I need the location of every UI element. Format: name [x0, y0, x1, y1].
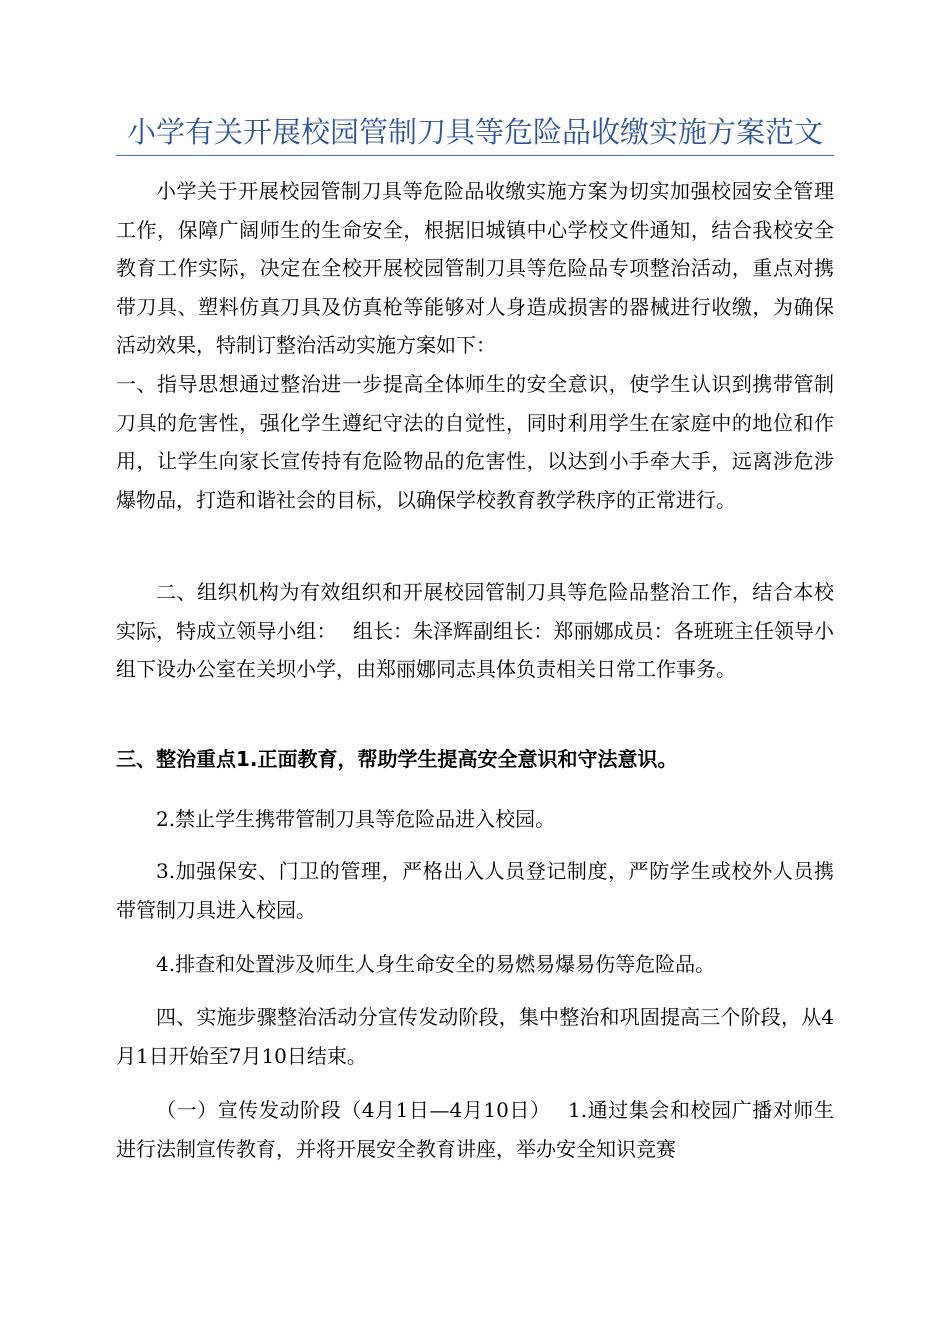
document-title: 小学有关开展校园管制刀具等危险品收缴实施方案范文 — [126, 115, 823, 149]
section-guiding-ideology: 一、指导思想通过整治进一步提高全体师生的安全意识，使学生认识到携带管制刀具的危害性，强化学生遵纪守法的自觉性，同时利用学生在家庭中的地位和作用，让学生向家长宣传持有危险物品的危害性，以达到小手牵大手，远离涉危涉爆物品，打造和谐社会的目标，以确保学校教育教学秩序的正常进行。 — [116, 372, 834, 512]
list-item-4: 4.排查和处置涉及师生人身生命安全的易燃易爆易伤等危险品。 — [156, 952, 716, 976]
section-organization: 二、组织机构为有效组织和开展校园管制刀具等危险品整治工作，结合本校实际，特成立领导小组： 组长：朱泽辉副组长：郑丽娜成员：各班班主任领导小组下设办公室在关坝小学，由郑丽娜同志具体负责相关日常工作事务。 — [116, 580, 834, 681]
section-key-points: 三、整治重点1.正面教育，帮助学生提高安全意识和守法意识。 — [116, 747, 678, 771]
list-item-2: 2.禁止学生携带管制刀具等危险品进入校园。 — [156, 807, 556, 831]
section-implementation-steps: 四、实施步骤整治活动分宣传发动阶段，集中整治和巩固提高三个阶段，从4月1日开始至7月10日结束。 — [116, 1005, 834, 1068]
title-underline — [116, 155, 834, 156]
intro-paragraph: 小学关于开展校园管制刀具等危险品收缴实施方案为切实加强校园安全管理工作，保障广阔师生的生命安全，根据旧城镇中心学校文件通知，结合我校安全教育工作实际，决定在全校开展校园管制刀具等危险品专项整治活动，重点对携带刀具、塑料仿真刀具及仿真枪等能够对人身造成损害的器械进行收缴，为确保活动效果，特制订整治活动实施方案如下： — [116, 179, 834, 357]
phase-1-paragraph: （一）宣传发动阶段（4月1日—4月10日） 1.通过集会和校园广播对师生进行法制宣传教育，并将开展安全教育讲座，举办安全知识竞赛 — [116, 1098, 834, 1161]
list-item-3: 3.加强保安、门卫的管理，严格出入人员登记制度，严防学生或校外人员携带管制刀具进入校园。 — [116, 859, 834, 922]
